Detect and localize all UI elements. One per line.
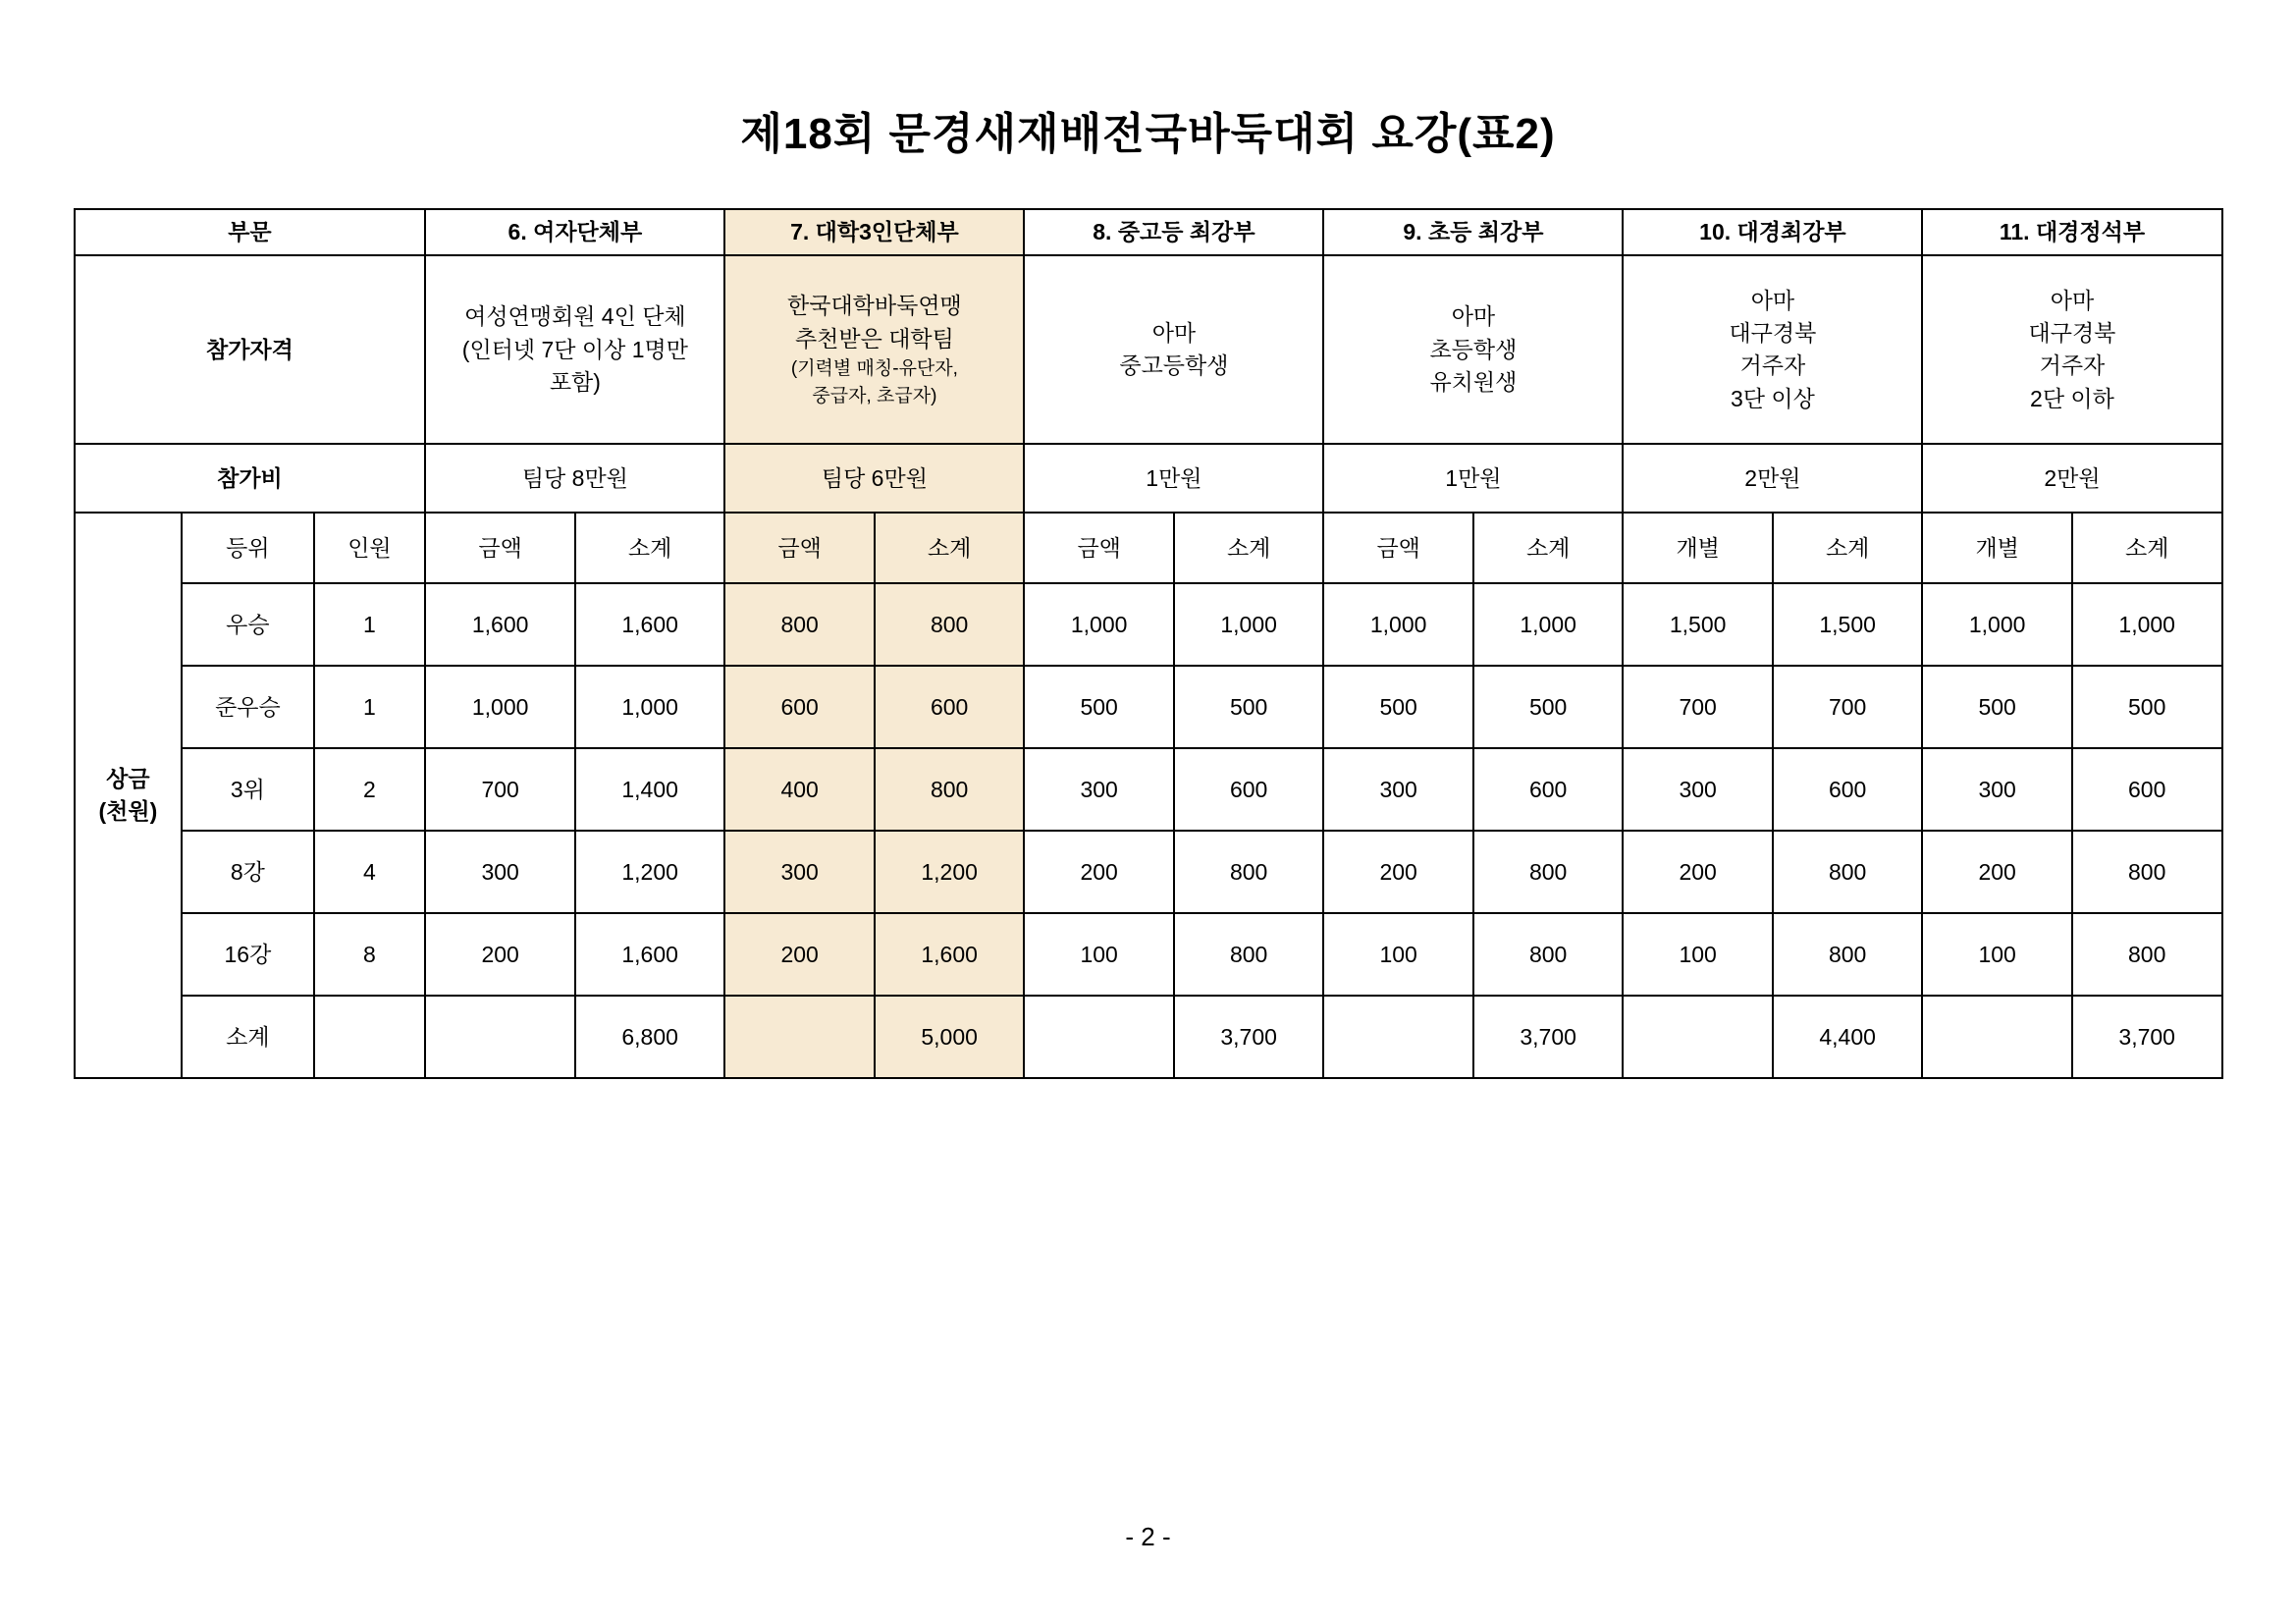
prize-cell: 1,000 bbox=[1024, 583, 1174, 666]
fee-elementary-top: 1만원 bbox=[1323, 444, 1623, 513]
prize-cell: 1,000 bbox=[1922, 583, 2072, 666]
qualification-line: (인터넷 7단 이상 1명만 bbox=[461, 336, 688, 362]
fee-univ-team3: 팀당 6만원 bbox=[724, 444, 1024, 513]
fee-daegyeong-top: 2만원 bbox=[1623, 444, 1922, 513]
column-title-daegyeong-joseok: 11. 대경정석부 bbox=[1922, 209, 2221, 255]
qualification-line: 거주자 bbox=[2039, 352, 2106, 379]
prize-rank: 준우승 bbox=[182, 666, 313, 748]
qualification-line: 중고등학생 bbox=[1119, 352, 1229, 379]
qualification-line: 3단 이상 bbox=[1730, 385, 1815, 411]
prize-cell: 1,000 bbox=[1174, 583, 1324, 666]
prize-cell: 1,200 bbox=[875, 831, 1025, 913]
prize-cell: 200 bbox=[425, 913, 575, 996]
prize-cell: 1,500 bbox=[1623, 583, 1773, 666]
prize-people: 1 bbox=[314, 583, 426, 666]
prize-cell: 100 bbox=[1323, 913, 1473, 996]
prize-cell: 100 bbox=[1623, 913, 1773, 996]
prize-cell: 800 bbox=[1473, 831, 1624, 913]
subheader-people: 인원 bbox=[314, 513, 426, 583]
qualification-line: 아마 bbox=[1151, 320, 1197, 346]
prize-people bbox=[314, 996, 426, 1078]
table-row bbox=[75, 583, 2222, 666]
prize-cell: 800 bbox=[724, 583, 875, 666]
qualification-line: 거주자 bbox=[1739, 352, 1806, 379]
prize-cell: 300 bbox=[1623, 748, 1773, 831]
prize-cell: 4,400 bbox=[1773, 996, 1923, 1078]
qualification-line: 2단 이하 bbox=[2030, 385, 2114, 411]
column-title-univ-team3: 7. 대학3인단체부 bbox=[724, 209, 1024, 255]
qualification-line: 아마 bbox=[2050, 287, 2095, 313]
subheader-middle-high-top-amount: 금액 bbox=[1024, 513, 1174, 583]
prize-label-line2: (천원) bbox=[98, 798, 158, 825]
prize-cell: 800 bbox=[2072, 831, 2222, 913]
subheader-rank: 등위 bbox=[182, 513, 313, 583]
prize-cell: 1,500 bbox=[1773, 583, 1923, 666]
subheader-women-team-subtotal: 소계 bbox=[575, 513, 725, 583]
prize-people: 8 bbox=[314, 913, 426, 996]
row-label-fee: 참가비 bbox=[75, 444, 426, 513]
prize-cell: 600 bbox=[1773, 748, 1923, 831]
prize-cell: 800 bbox=[875, 583, 1025, 666]
tournament-table bbox=[74, 208, 2223, 1079]
prize-cell: 800 bbox=[2072, 913, 2222, 996]
prize-cell: 100 bbox=[1922, 913, 2072, 996]
prize-cell: 500 bbox=[1922, 666, 2072, 748]
row-label-qualification: 참가자격 bbox=[75, 255, 426, 444]
qualification-elementary-top bbox=[1323, 255, 1623, 444]
prize-cell: 1,000 bbox=[2072, 583, 2222, 666]
subheader-univ-team3-subtotal: 소계 bbox=[875, 513, 1025, 583]
row-label-category: 부문 bbox=[75, 209, 426, 255]
prize-cell: 100 bbox=[1024, 913, 1174, 996]
table-row bbox=[75, 831, 2222, 913]
subheader-middle-high-top-subtotal: 소계 bbox=[1174, 513, 1324, 583]
prize-cell: 600 bbox=[1174, 748, 1324, 831]
prize-cell: 3,700 bbox=[1473, 996, 1624, 1078]
table-row-fee bbox=[75, 444, 2222, 513]
column-title-elementary-top: 9. 초등 최강부 bbox=[1323, 209, 1623, 255]
prize-cell: 5,000 bbox=[875, 996, 1025, 1078]
table-row-subtotal bbox=[75, 996, 2222, 1078]
prize-cell: 200 bbox=[1922, 831, 2072, 913]
qualification-line: 아마 bbox=[1750, 287, 1795, 313]
prize-cell: 200 bbox=[724, 913, 875, 996]
prize-people: 1 bbox=[314, 666, 426, 748]
prize-cell: 800 bbox=[1174, 913, 1324, 996]
prize-cell: 500 bbox=[2072, 666, 2222, 748]
subheader-daegyeong-top-amount: 개별 bbox=[1623, 513, 1773, 583]
prize-cell: 600 bbox=[724, 666, 875, 748]
prize-cell: 800 bbox=[1174, 831, 1324, 913]
page-number: - 2 - bbox=[1125, 1522, 1171, 1551]
prize-cell: 300 bbox=[724, 831, 875, 913]
qualification-middle-high-top bbox=[1024, 255, 1323, 444]
prize-rank: 8강 bbox=[182, 831, 313, 913]
prize-cell: 3,700 bbox=[1174, 996, 1324, 1078]
table-row bbox=[75, 666, 2222, 748]
prize-cell: 700 bbox=[1773, 666, 1923, 748]
prize-cell: 600 bbox=[1473, 748, 1624, 831]
prize-cell bbox=[1323, 996, 1473, 1078]
qualification-line: 유치원생 bbox=[1429, 369, 1518, 396]
table-row-subheader bbox=[75, 513, 2222, 583]
table-row bbox=[75, 913, 2222, 996]
prize-cell: 1,600 bbox=[875, 913, 1025, 996]
prize-cell: 300 bbox=[425, 831, 575, 913]
qualification-line: 한국대학바둑연맹 bbox=[787, 293, 962, 319]
prize-cell: 600 bbox=[875, 666, 1025, 748]
qualification-note-line: (기력별 매칭-유단자, bbox=[790, 358, 958, 380]
prize-cell: 1,000 bbox=[1323, 583, 1473, 666]
prize-rank: 소계 bbox=[182, 996, 313, 1078]
prize-cell: 300 bbox=[1922, 748, 2072, 831]
prize-rank: 16강 bbox=[182, 913, 313, 996]
subheader-univ-team3-amount: 금액 bbox=[724, 513, 875, 583]
prize-cell: 800 bbox=[875, 748, 1025, 831]
qualification-line: 포함) bbox=[549, 369, 601, 396]
subheader-elementary-top-amount: 금액 bbox=[1323, 513, 1473, 583]
prize-cell: 1,600 bbox=[575, 913, 725, 996]
prize-cell bbox=[1024, 996, 1174, 1078]
row-label-prize bbox=[75, 513, 183, 1078]
column-title-daegyeong-top: 10. 대경최강부 bbox=[1623, 209, 1922, 255]
prize-rank: 3위 bbox=[182, 748, 313, 831]
page-title: 제18회 문경새재배전국바둑대회 요강(표2) bbox=[740, 110, 1556, 158]
prize-cell: 600 bbox=[2072, 748, 2222, 831]
prize-cell: 500 bbox=[1024, 666, 1174, 748]
prize-cell: 800 bbox=[1473, 913, 1624, 996]
subheader-daegyeong-joseok-amount: 개별 bbox=[1922, 513, 2072, 583]
qualification-daegyeong-top bbox=[1623, 255, 1922, 444]
prize-cell bbox=[1623, 996, 1773, 1078]
prize-cell: 500 bbox=[1473, 666, 1624, 748]
qualification-line: 대구경북 bbox=[1729, 320, 1817, 346]
qualification-line: 아마 bbox=[1451, 303, 1496, 330]
qualification-line: 대구경북 bbox=[2028, 320, 2116, 346]
prize-cell: 1,600 bbox=[425, 583, 575, 666]
prize-label-line1: 상금 bbox=[106, 766, 150, 791]
prize-cell: 1,000 bbox=[575, 666, 725, 748]
prize-cell: 300 bbox=[1323, 748, 1473, 831]
prize-cell: 6,800 bbox=[575, 996, 725, 1078]
prize-cell: 800 bbox=[1773, 831, 1923, 913]
fee-middle-high-top: 1만원 bbox=[1024, 444, 1323, 513]
fee-women-team: 팀당 8만원 bbox=[425, 444, 724, 513]
prize-rank: 우승 bbox=[182, 583, 313, 666]
subheader-daegyeong-top-subtotal: 소계 bbox=[1773, 513, 1923, 583]
qualification-univ-team3 bbox=[724, 255, 1024, 444]
prize-cell: 1,000 bbox=[1473, 583, 1624, 666]
prize-cell: 200 bbox=[1323, 831, 1473, 913]
prize-cell: 1,400 bbox=[575, 748, 725, 831]
prize-cell bbox=[1922, 996, 2072, 1078]
qualification-note-line: 중급자, 초급자) bbox=[812, 385, 937, 406]
prize-cell bbox=[425, 996, 575, 1078]
subheader-women-team-amount: 금액 bbox=[425, 513, 575, 583]
prize-cell: 1,000 bbox=[425, 666, 575, 748]
prize-cell: 700 bbox=[425, 748, 575, 831]
prize-cell: 200 bbox=[1024, 831, 1174, 913]
qualification-line: 추천받은 대학팀 bbox=[794, 325, 954, 352]
prize-cell: 1,600 bbox=[575, 583, 725, 666]
prize-cell: 300 bbox=[1024, 748, 1174, 831]
prize-cell: 800 bbox=[1773, 913, 1923, 996]
qualification-women-team bbox=[425, 255, 724, 444]
fee-daegyeong-joseok: 2만원 bbox=[1922, 444, 2221, 513]
subheader-elementary-top-subtotal: 소계 bbox=[1473, 513, 1624, 583]
column-title-middle-high-top: 8. 중고등 최강부 bbox=[1024, 209, 1323, 255]
qualification-line: 여성연맹회원 4인 단체 bbox=[464, 303, 686, 330]
prize-cell: 700 bbox=[1623, 666, 1773, 748]
qualification-line: 초등학생 bbox=[1429, 336, 1518, 362]
subheader-daegyeong-joseok-subtotal: 소계 bbox=[2072, 513, 2222, 583]
prize-cell: 3,700 bbox=[2072, 996, 2222, 1078]
column-title-women-team: 6. 여자단체부 bbox=[425, 209, 724, 255]
prize-cell: 500 bbox=[1174, 666, 1324, 748]
table-row-category bbox=[75, 209, 2222, 255]
prize-cell: 400 bbox=[724, 748, 875, 831]
prize-cell: 1,200 bbox=[575, 831, 725, 913]
table-row-qualification bbox=[75, 255, 2222, 444]
prize-people: 2 bbox=[314, 748, 426, 831]
prize-cell: 500 bbox=[1323, 666, 1473, 748]
table-row bbox=[75, 748, 2222, 831]
qualification-daegyeong-joseok bbox=[1922, 255, 2221, 444]
prize-cell bbox=[724, 996, 875, 1078]
prize-people: 4 bbox=[314, 831, 426, 913]
prize-cell: 200 bbox=[1623, 831, 1773, 913]
